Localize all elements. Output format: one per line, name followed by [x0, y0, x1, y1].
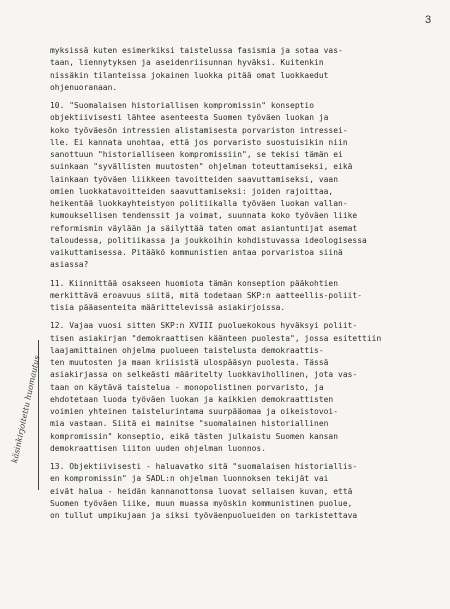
text-line: sanottuun "historialliseen kompromissiin", se tekisi tämän ei — [50, 150, 343, 159]
text-line: 11. Kiinnittää osakseen huomiota tämän konseption pääkohtien — [50, 278, 339, 288]
text-line: myksissä kuten esimerkiksi taistelussa fasismia ja sotaa vas- — [50, 46, 343, 55]
text-line: taan, liennytyksen ja aseidenriisunnan hyväksi. Kuitenkin — [50, 58, 324, 68]
text-line: Suomen työväen liike, muun muassa myöskin kommunistinen puolue, — [50, 498, 353, 508]
margin-note-text: käsinkirjoitettu huomautus — [10, 354, 42, 464]
text-line: en kompromissin" ja SADL:n ohjelman luonnoksen tekijät vai — [50, 474, 329, 484]
text-line: taan on käytävä taistelua - monopolistinen porvaristo, ja — [50, 382, 324, 392]
text-line: lainkaan työväen liikkeen tavoitteiden saavuttamiseksi, vaan — [50, 174, 339, 184]
text-line: demokraattisen liiton uuden ohjelman luonnos. — [50, 443, 267, 453]
text-line: tisen asiakirjan "demokraattisen käänteen puolesta", jossa esitettiin — [50, 333, 382, 343]
text-line: voimien yhteinen taistelurintama suurpääomaa ja oikeistovoi- — [50, 407, 339, 416]
text-line: laajamittainen ohjelma puolueen taistelusta demokraattis- — [50, 345, 324, 355]
text-line: eivät halua - heidän kannanottonsa luovat sellaisen kuvan, että — [50, 486, 353, 496]
text-line: koko työväesön intressien alistamisesta porvariston intressei- — [50, 125, 348, 135]
text-line: nissäkin tilanteissa jokainen luokka pitää omat luokkaedut — [50, 70, 329, 80]
text-line: kompromissin" konseptio, eikä tästen julkaistu Suomen kansan — [50, 431, 339, 441]
text-line: lle. Ei kannata unohtaa, että jos porvaristo suostuisikin niin — [50, 137, 348, 147]
text-line: ten muutosten ja maan kriisistä ulospääsyn puolesta. Tässä — [50, 358, 329, 367]
typed-text-body — [50, 45, 445, 522]
text-line: asiassa? — [50, 260, 89, 270]
text-line: mia vastaan. Siitä ei mainitse "suomalainen historiallinen — [50, 419, 329, 429]
text-line: 13. Objektiivisesti - haluavatko sitä "suomalaisen historiallis- — [50, 462, 358, 471]
text-line: suinkaan "syvällisten muutosten" ohjelman toteuttamiseksi, eikä — [50, 162, 353, 172]
handwritten-margin-note — [2, 330, 72, 470]
text-line: 12. Vajaa vuosi sitten SKP:n XVIII puoluekokous hyväksyi poliit- — [50, 321, 358, 331]
text-line: kumouksellisen tendenssit ja voimat, suunnata koko työväen liike — [50, 211, 358, 221]
text-line: taloudessa, politiikassa ja joukkoihin kohdistuvassa ideologisessa — [50, 235, 367, 245]
page-number: 3 — [425, 14, 432, 26]
text-line: reformismin väylään ja säilyttää taten omat asiantuntijat asemat — [50, 223, 358, 233]
text-line: 10. "Suomalaisen historiallisen kompromissin" konseptio — [50, 101, 315, 110]
text-line: on tullut umpikujaan ja siksi työväenpuolueiden on tarkistettava — [50, 511, 358, 520]
text-line: ehdotetaan luoda työväen luokan ja kaikkien demokraattisten — [50, 394, 334, 404]
text-line: vaikuttamisessa. Pitääkö kommunistien antaa porvaristoa siinä — [50, 248, 343, 257]
text-line: tisia pääasenteita määrittelevissä asiakirjoissa. — [50, 303, 286, 312]
text-line: asiakirjassa on selkeästi määritelty luokkavihollinen, jota vas- — [50, 370, 358, 380]
text-line: merkittävä eroavuus siitä, mitä todetaan SKP:n aatteellis-poliit- — [50, 290, 363, 300]
text-line: objektiivisesti lähtee asenteesta Suomen työväen luokan ja — [50, 113, 329, 123]
text-line: ohjenuoranaan. — [50, 82, 118, 92]
text-line: heikentää luokkayhteistyon politiikalla työväen luokan vallan- — [50, 199, 348, 208]
text-line: omien luokkatavoitteiden saavuttamiseksi: joiden rajoittaa, — [50, 186, 334, 196]
